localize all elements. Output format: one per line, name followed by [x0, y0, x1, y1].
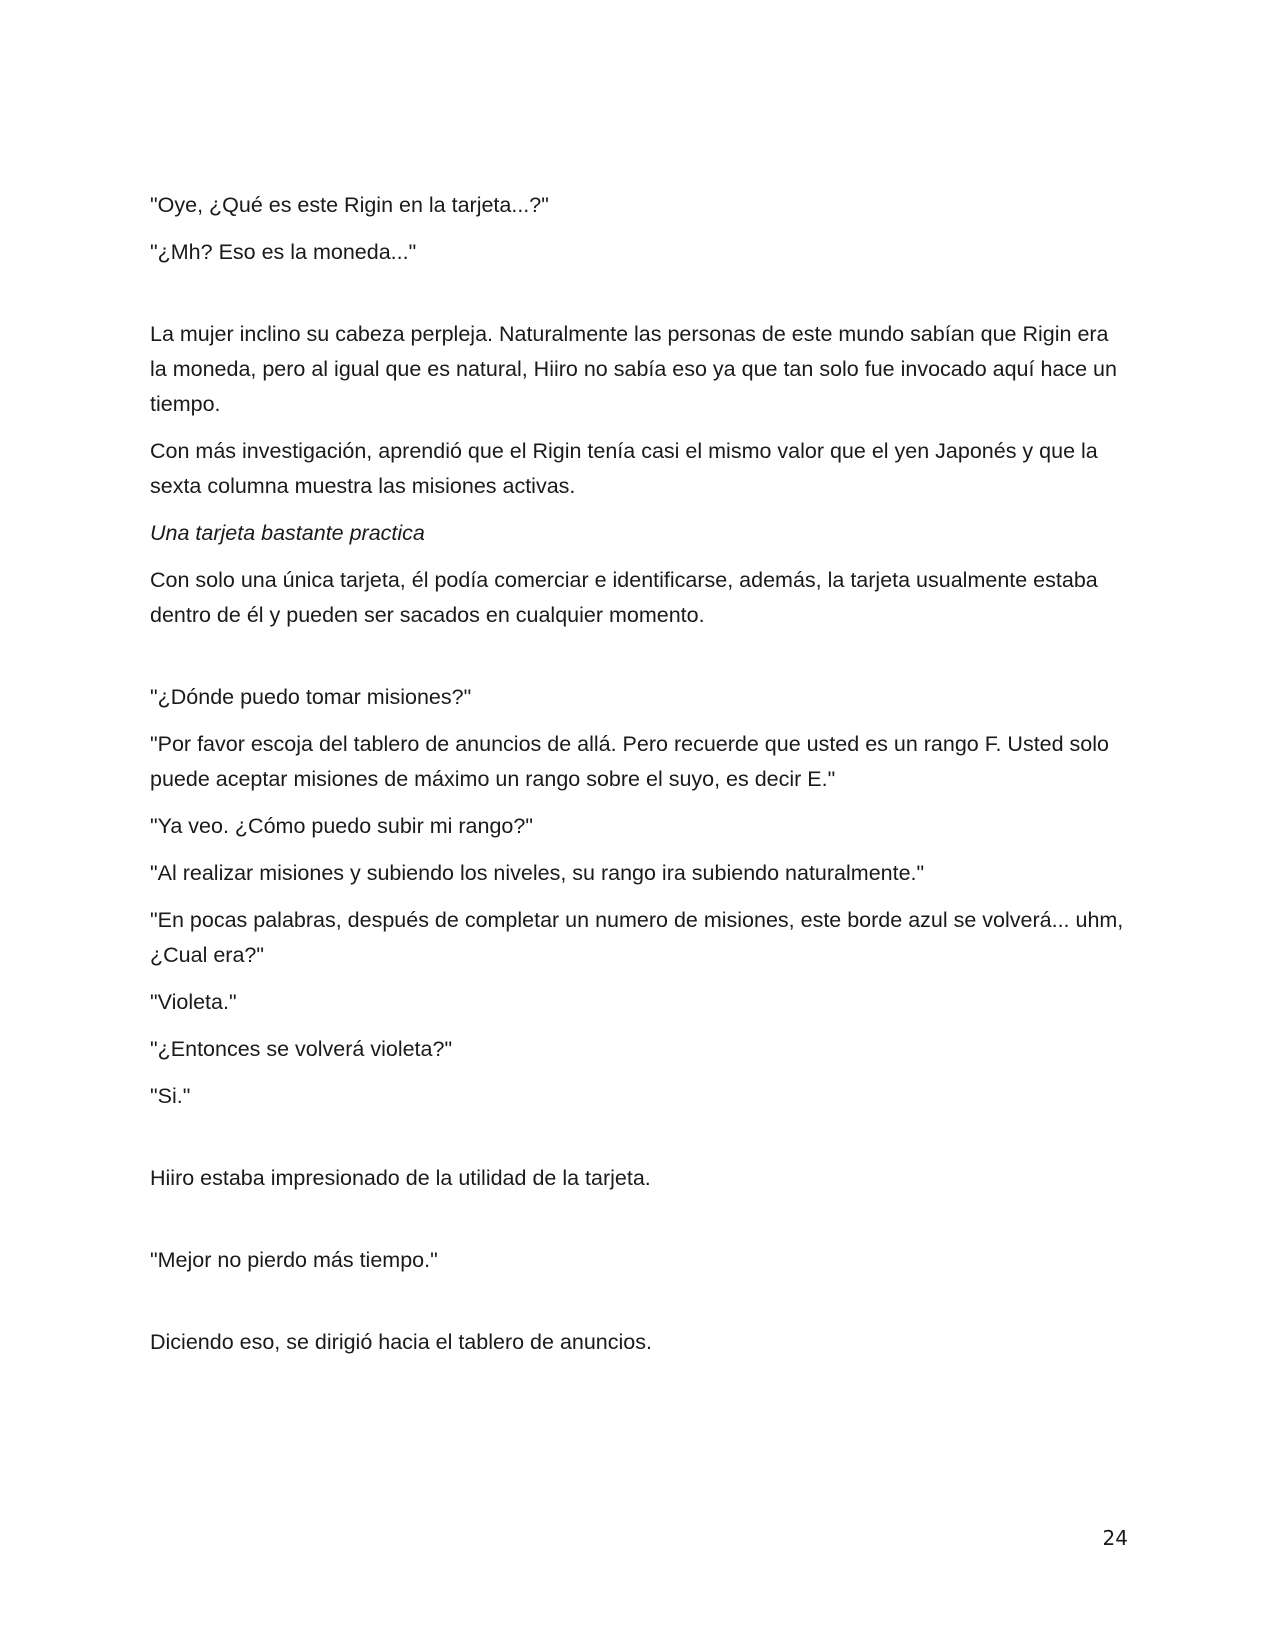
paragraph: "En pocas palabras, después de completar un numero de misiones, este borde azul se volverá... uhm, ¿Cual era?": [150, 908, 1124, 967]
paragraph: Hiiro estaba impresionado de la utilidad de la tarjeta.: [150, 1166, 651, 1190]
paragraph: "Si.": [150, 1084, 191, 1108]
page-number: 24: [1102, 1526, 1128, 1550]
paragraph-italic: Una tarjeta bastante practica: [150, 521, 425, 545]
paragraph: Con más investigación, aprendió que el Rigin tenía casi el mismo valor que el yen Japonés y que la sexta columna muestra las misiones activas.: [150, 439, 1098, 498]
paragraph: "Oye, ¿Qué es este Rigin en la tarjeta...?": [150, 193, 549, 217]
paragraph: "Ya veo. ¿Cómo puedo subir mi rango?": [150, 814, 533, 838]
paragraph: "¿Entonces se volverá violeta?": [150, 1037, 453, 1061]
paragraph: La mujer inclino su cabeza perpleja. Naturalmente las personas de este mundo sabían que Rigin era la moneda, pero al igual que es natural, Hiiro no sabía eso ya que tan solo fue invocado aquí hace un tiempo.: [150, 322, 1117, 416]
paragraph: "Al realizar misiones y subiendo los niveles, su rango ira subiendo naturalmente.": [150, 861, 925, 885]
paragraph: "¿Dónde puedo tomar misiones?": [150, 685, 472, 709]
paragraph: "Violeta.": [150, 990, 237, 1014]
body-text: [150, 188, 1125, 1372]
paragraph: "Por favor escoja del tablero de anuncios de allá. Pero recuerde que usted es un rango F. Usted solo puede aceptar misiones de máximo un rango sobre el suyo, es decir E.": [150, 732, 1109, 791]
paragraph: Con solo una única tarjeta, él podía comerciar e identificarse, además, la tarjeta usualmente estaba dentro de él y pueden ser sacados en cualquier momento.: [150, 568, 1098, 627]
paragraph: Diciendo eso, se dirigió hacia el tablero de anuncios.: [150, 1330, 652, 1354]
paragraph: "Mejor no pierdo más tiempo.": [150, 1248, 438, 1272]
paragraph: "¿Mh? Eso es la moneda...": [150, 240, 417, 264]
